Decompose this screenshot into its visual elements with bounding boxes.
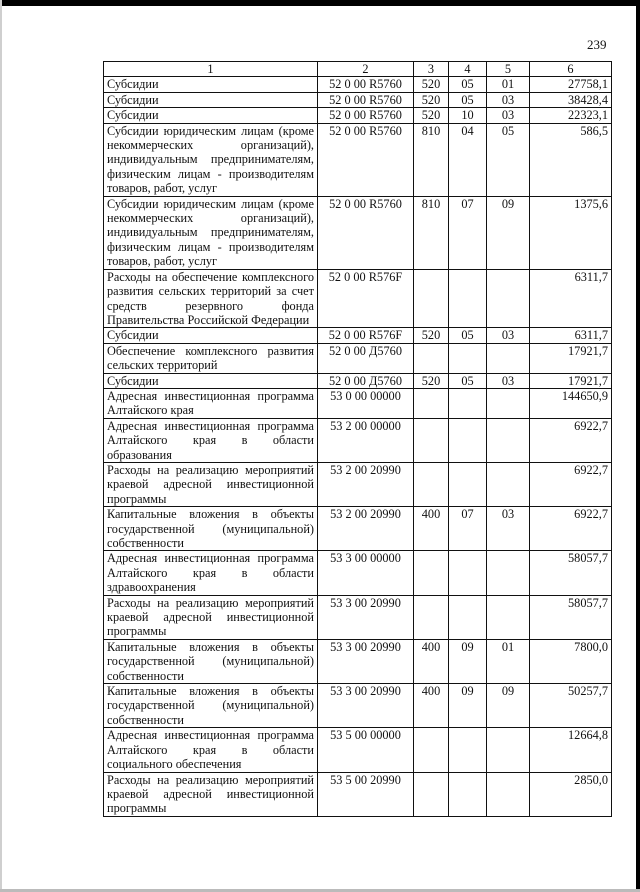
cell-code: 52 0 00 R5760 (318, 123, 414, 196)
cell-sum: 22323,1 (530, 108, 612, 123)
cell-rz: 05 (449, 328, 487, 343)
cell-vr: 520 (414, 328, 449, 343)
cell-pr: 09 (487, 684, 530, 728)
budget-table (103, 61, 612, 817)
table-row (104, 462, 612, 506)
table-row (104, 551, 612, 595)
cell-sum: 6311,7 (530, 328, 612, 343)
cell-sum: 27758,1 (530, 77, 612, 92)
cell-pr (487, 551, 530, 595)
cell-sum: 58057,7 (530, 595, 612, 639)
cell-code: 52 0 00 R5760 (318, 196, 414, 269)
cell-vr: 520 (414, 92, 449, 107)
cell-code: 52 0 00 R5760 (318, 77, 414, 92)
cell-name: Капитальные вложения в объекты государственной (муниципальной) собственности (104, 684, 318, 728)
header-cell-sum: 6 (530, 62, 612, 77)
cell-sum: 6922,7 (530, 462, 612, 506)
cell-name: Адресная инвестиционная программа Алтайского края (104, 388, 318, 418)
cell-vr (414, 418, 449, 462)
cell-sum: 7800,0 (530, 639, 612, 683)
header-cell-code: 2 (318, 62, 414, 77)
cell-vr: 520 (414, 108, 449, 123)
cell-name: Субсидии (104, 77, 318, 92)
cell-pr (487, 595, 530, 639)
table-row (104, 196, 612, 269)
table-row (104, 684, 612, 728)
table-row (104, 269, 612, 328)
cell-code: 53 5 00 00000 (318, 728, 414, 772)
cell-rz: 04 (449, 123, 487, 196)
header-cell-rz: 4 (449, 62, 487, 77)
cell-pr: 03 (487, 373, 530, 388)
cell-vr (414, 388, 449, 418)
cell-rz (449, 728, 487, 772)
cell-code: 52 0 00 R5760 (318, 92, 414, 107)
cell-rz: 10 (449, 108, 487, 123)
cell-sum: 2850,0 (530, 772, 612, 816)
cell-code: 53 5 00 20990 (318, 772, 414, 816)
cell-sum: 586,5 (530, 123, 612, 196)
cell-name: Капитальные вложения в объекты государственной (муниципальной) собственности (104, 639, 318, 683)
cell-sum: 58057,7 (530, 551, 612, 595)
cell-pr: 01 (487, 77, 530, 92)
cell-pr (487, 462, 530, 506)
cell-pr (487, 418, 530, 462)
cell-rz: 05 (449, 373, 487, 388)
cell-name: Расходы на реализацию мероприятий краевой адресной инвестиционной программы (104, 772, 318, 816)
cell-pr: 03 (487, 108, 530, 123)
cell-vr (414, 728, 449, 772)
cell-code: 52 0 00 R5760 (318, 108, 414, 123)
header-row (104, 62, 612, 77)
cell-rz (449, 772, 487, 816)
cell-pr: 03 (487, 92, 530, 107)
cell-pr (487, 772, 530, 816)
cell-vr: 810 (414, 123, 449, 196)
cell-rz: 09 (449, 684, 487, 728)
cell-name: Субсидии (104, 92, 318, 107)
cell-pr: 05 (487, 123, 530, 196)
cell-vr: 810 (414, 196, 449, 269)
cell-vr: 400 (414, 684, 449, 728)
cell-code: 53 3 00 20990 (318, 684, 414, 728)
cell-name: Капитальные вложения в объекты государственной (муниципальной) собственности (104, 507, 318, 551)
cell-name: Субсидии юридическим лицам (кроме некоммерческих организаций), индивидуальным предпринимателям, физическим лицам - производителям товаров, работ, услуг (104, 196, 318, 269)
cell-vr (414, 772, 449, 816)
cell-name: Адресная инвестиционная программа Алтайского края в области социального обеспечения (104, 728, 318, 772)
scan-left-edge (0, 0, 2, 892)
cell-sum: 6311,7 (530, 269, 612, 328)
cell-pr: 09 (487, 196, 530, 269)
cell-sum: 17921,7 (530, 373, 612, 388)
cell-name: Расходы на реализацию мероприятий краевой адресной инвестиционной программы (104, 595, 318, 639)
cell-code: 53 3 00 20990 (318, 639, 414, 683)
table-row (104, 388, 612, 418)
cell-sum: 6922,7 (530, 418, 612, 462)
cell-sum: 6922,7 (530, 507, 612, 551)
cell-name: Адресная инвестиционная программа Алтайского края в области здравоохранения (104, 551, 318, 595)
cell-code: 52 0 00 R576F (318, 269, 414, 328)
scan-right-border (636, 0, 640, 892)
header-cell-vr: 3 (414, 62, 449, 77)
cell-name: Субсидии (104, 108, 318, 123)
table-row (104, 343, 612, 373)
cell-code: 53 3 00 20990 (318, 595, 414, 639)
cell-sum: 38428,4 (530, 92, 612, 107)
table-row (104, 373, 612, 388)
cell-name: Субсидии (104, 373, 318, 388)
cell-name: Расходы на реализацию мероприятий краевой адресной инвестиционной программы (104, 462, 318, 506)
table-row (104, 418, 612, 462)
cell-vr (414, 343, 449, 373)
cell-rz (449, 595, 487, 639)
cell-rz: 07 (449, 196, 487, 269)
cell-vr (414, 269, 449, 328)
cell-rz: 05 (449, 77, 487, 92)
cell-name: Обеспечение комплексного развития сельских территорий (104, 343, 318, 373)
cell-pr: 03 (487, 328, 530, 343)
cell-pr (487, 388, 530, 418)
cell-rz: 05 (449, 92, 487, 107)
table-row (104, 728, 612, 772)
cell-pr (487, 343, 530, 373)
cell-name: Субсидии (104, 328, 318, 343)
table-row (104, 507, 612, 551)
cell-rz: 09 (449, 639, 487, 683)
cell-sum: 12664,8 (530, 728, 612, 772)
cell-rz (449, 462, 487, 506)
cell-code: 53 2 00 20990 (318, 507, 414, 551)
table-row (104, 639, 612, 683)
cell-pr: 03 (487, 507, 530, 551)
cell-vr: 520 (414, 373, 449, 388)
cell-name: Адресная инвестиционная программа Алтайского края в области образования (104, 418, 318, 462)
cell-pr (487, 728, 530, 772)
cell-code: 53 2 00 20990 (318, 462, 414, 506)
cell-vr: 400 (414, 639, 449, 683)
cell-code: 53 3 00 00000 (318, 551, 414, 595)
cell-vr: 400 (414, 507, 449, 551)
scan-top-border (0, 0, 640, 6)
cell-sum: 144650,9 (530, 388, 612, 418)
cell-code: 53 0 00 00000 (318, 388, 414, 418)
cell-code: 53 2 00 00000 (318, 418, 414, 462)
table-row (104, 772, 612, 816)
cell-rz (449, 269, 487, 328)
cell-sum: 17921,7 (530, 343, 612, 373)
header-cell-pr: 5 (487, 62, 530, 77)
cell-name: Субсидии юридическим лицам (кроме некоммерческих организаций), индивидуальным предпринимателям, физическим лицам - производителям товаров, работ, услуг (104, 123, 318, 196)
cell-sum: 50257,7 (530, 684, 612, 728)
table-row (104, 92, 612, 107)
cell-rz (449, 343, 487, 373)
cell-pr: 01 (487, 639, 530, 683)
cell-vr (414, 595, 449, 639)
cell-sum: 1375,6 (530, 196, 612, 269)
table-row (104, 77, 612, 92)
cell-rz: 07 (449, 507, 487, 551)
cell-vr (414, 462, 449, 506)
cell-vr (414, 551, 449, 595)
header-cell-name: 1 (104, 62, 318, 77)
table-row (104, 108, 612, 123)
cell-name: Расходы на обеспечение комплексного развития сельских территорий за счет средств резервного фонда Правительства Российской Федерации (104, 269, 318, 328)
table-row (104, 123, 612, 196)
table-row (104, 595, 612, 639)
cell-vr: 520 (414, 77, 449, 92)
table-row (104, 328, 612, 343)
cell-code: 52 0 00 R576F (318, 328, 414, 343)
cell-rz (449, 388, 487, 418)
cell-code: 52 0 00 Д5760 (318, 343, 414, 373)
table-body (104, 77, 612, 816)
cell-code: 52 0 00 Д5760 (318, 373, 414, 388)
cell-pr (487, 269, 530, 328)
page-number: 239 (587, 37, 607, 52)
cell-rz (449, 551, 487, 595)
cell-rz (449, 418, 487, 462)
